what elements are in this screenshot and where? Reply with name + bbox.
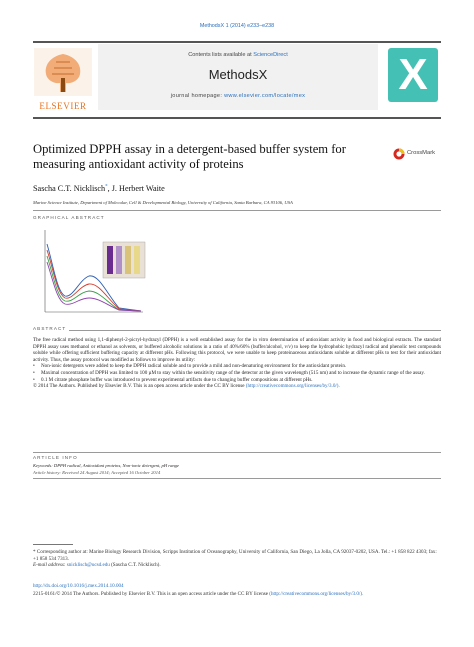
corresponding-author-note: * Corresponding author at: Marine Biology Research Division, Scripps Institution of Oceanography, University of California, San Diego, La Jolla, CA 92037-0202, USA. Tel.: +1 858 822 4303; fax: +1 858 534 7313.: [33, 549, 437, 562]
affiliation: Marine Science Institute, Department of Molecular, Cell & Developmental Biology, University of California, Santa Barbara, CA 93106, USA: [33, 200, 293, 205]
abstract-text: The free radical method using 1,1-diphenyl-2-picryl-hydrazyl (DPPH) is a well established assay for the in vitro determination of antioxidant activity in food and biological extracts. The standard DPPH assay uses methanol or ethanol as solvents, or buffered alcoholic solutions in a ratio of 40%/60% (buffer/alcohol, v/v) to keep the hydrophobic hydrazyl radical and phenolic test compounds soluble while offering sufficient buffering capacity at different pHs. Following this protocol, we were unable to keep proteinaceous antioxidants soluble at different pHs to test for their antioxidant activity. Thus, the assay protocol was modified as follows to improve its utility:: [33, 337, 441, 363]
graphical-abstract-rule: [33, 330, 441, 331]
history-label: Article history:: [33, 470, 61, 475]
history-line: [33, 470, 441, 476]
header-top-rule: [33, 41, 441, 43]
history-rule: [33, 478, 441, 479]
journal-homepage: [98, 93, 378, 99]
header-bottom-rule: [33, 117, 441, 119]
article-title: Optimized DPPH assay in a detergent-based buffer system for measuring antioxidant activity of proteins: [33, 142, 346, 171]
bullet-text: Non-ionic detergents were added to keep the DPPH radical soluble and to provide a mild and non-denaturing environment for the antioxidant protein.: [41, 363, 347, 370]
affiliation-rule: [33, 210, 441, 211]
running-header-text: MethodsX 1 (2014) e233–e238: [199, 23, 275, 29]
keywords-value: DPPH radical, Antioxidant proteins, Non-ionic detergent, pH range: [53, 463, 180, 468]
keywords-label: Keywords:: [33, 463, 53, 468]
contents-prefix: Contents lists available at: [188, 52, 252, 58]
doi-line: [33, 583, 441, 590]
copyright-footer: [33, 591, 441, 598]
history-value: Received 24 August 2014; Accepted 16 October 2014: [62, 470, 161, 475]
copyright-link[interactable]: (http://creativecommons.org/licenses/by/3.0/).: [269, 591, 364, 597]
elsevier-wordmark: ELSEVIER: [39, 101, 87, 111]
journal-cover: [388, 48, 438, 102]
list-item: [33, 370, 441, 377]
bullet-text: Maximal concentration of DPPH was limited to 100 µM to stay within the sensitivity range of the detector at the given wavelength (515 nm) and to increase the dynamic range of the assay.: [41, 369, 425, 376]
author-name[interactable]: J. Herbert Waite: [111, 184, 165, 193]
footnote-block: [33, 549, 441, 569]
elsevier-tree-icon: [34, 48, 92, 96]
bullet-icon: •: [33, 369, 35, 376]
graphical-abstract-figure: [33, 224, 148, 324]
license-text: © 2014 The Authors. Published by Elsevier B.V. This is an open access article under the CC BY license: [33, 383, 245, 390]
author-name[interactable]: Sascha C.T. Nicklisch: [33, 184, 106, 193]
journal-title: MethodsX: [208, 67, 268, 82]
email-label: E-mail address:: [33, 562, 66, 569]
article-info-heading: ARTICLE INFO: [33, 455, 78, 460]
bullet-text: 0.1 M citrate phosphate buffer was introduced to prevent experimental artifacts due to changing buffer compositions at different pHs.: [41, 376, 313, 383]
email-suffix: (Sascha C.T. Nicklisch).: [111, 562, 161, 569]
crossmark-badge[interactable]: [393, 147, 441, 161]
homepage-prefix: journal homepage:: [170, 93, 223, 99]
article-info-rule: [33, 452, 441, 453]
license-link[interactable]: (http://creativecommons.org/licenses/by/3.0/).: [245, 383, 340, 390]
journal-banner: [98, 44, 378, 110]
author-sup[interactable]: *: [105, 184, 108, 190]
running-header: [0, 23, 474, 29]
copyright-text: 2215-0161/© 2014 The Authors. Published by Elsevier B.V. This is an open access article under the CC BY license: [33, 591, 268, 597]
elsevier-logo: [34, 48, 92, 111]
list-item: [33, 363, 441, 370]
license-statement: [33, 383, 441, 390]
crossmark-label: CrossMark: [407, 150, 436, 156]
sciencedirect-link[interactable]: ScienceDirect: [253, 52, 288, 58]
footnote-rule: [33, 544, 73, 545]
email-link[interactable]: snicklisch@ucsd.edu: [66, 562, 110, 569]
graphical-abstract-heading: GRAPHICAL ABSTRACT: [33, 215, 105, 220]
bullet-icon: •: [33, 376, 35, 383]
bullet-icon: •: [33, 363, 35, 370]
keywords-line: [33, 463, 441, 469]
doi-link[interactable]: http://dx.doi.org/10.1016/j.mex.2014.10.004: [33, 583, 124, 589]
author-list: Sascha C.T. Nicklisch*, J. Herbert Waite: [33, 184, 165, 193]
email-line: [33, 562, 441, 569]
crossmark-icon: [393, 148, 405, 160]
abstract-body: [33, 337, 441, 390]
absorbance-spectra-plot: [33, 224, 148, 324]
cover-x-letter: X: [398, 50, 428, 99]
abstract-heading: ABSTRACT: [33, 326, 69, 331]
homepage-link[interactable]: www.elsevier.com/locate/mex: [224, 93, 306, 99]
contents-line: [98, 52, 378, 58]
